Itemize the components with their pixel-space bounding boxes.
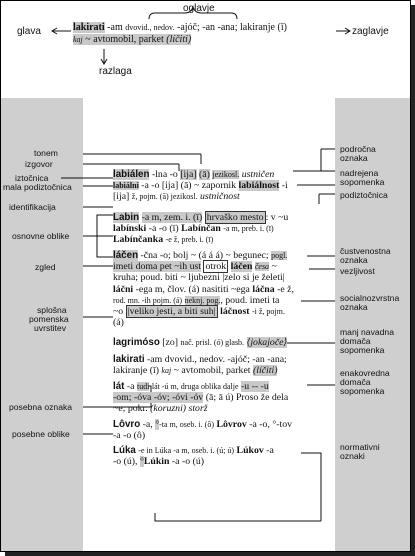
label-oglavje: oglavje <box>183 3 215 14</box>
entry-lacen: láčen -čna -o; bolj ~ (á á á) ~ begunec; pogl. imeti doma pet ~ih ust otrok láčen česa ~ kruha; poud. biti ~ ljubezni |zelo si je želeti| láčni -ega m, člov. (á) nasititi ~ega láčna -e ž, rod. mn. -ih pojm. (á) neknj. pog., poud. imeti ta ~o |veliko jesti, a biti suh| láčnost -i ž, pojm. (á) <box>113 250 294 329</box>
entry-luka: Lúka -e in Lúka -a m, oseb. i. (ú; ú) Lúkov -a -o (ú), °Lúkin -a -o (ú) <box>113 445 274 468</box>
label-zaglavje: zaglavje <box>352 26 389 37</box>
label-tonem: tonem <box>34 148 58 158</box>
top-headword: lakirati <box>73 22 105 33</box>
label-podiztocnica: podiztočnica <box>340 190 388 200</box>
label-normativni: normativni <box>340 442 380 452</box>
label-izgovor: izgovor <box>25 159 53 169</box>
top-entry-line-2: kaj ~ avtomobil, parket (líčiti) <box>73 34 192 45</box>
label-podrocna: področna <box>340 144 376 154</box>
entry-lakirati: lakirati -am dvovid., nedov. -ajóč; -an -ana; lakiranje (ī) kaj ~ avtomobil, parket (líčiti) <box>113 354 287 377</box>
label-socialnozvrstna: socialnozvrstna <box>340 293 400 303</box>
entry-lat: lát -a tudi lát -ú m, druga oblika dalje -u -- -u -om; -óva -óv; -óvi -óv (ā; ā ú) Proso že dela ~e; pokr. (koruzni) storž <box>113 381 289 415</box>
label-socialnozvrstna-2: oznaka <box>340 302 368 312</box>
entry-lagrimoso: lagrimóso [zo] nač. prisl. (ó) glasb. ⟨jokajoče⟩ <box>113 337 288 348</box>
label-manj-navadna-3: sopomenka <box>340 345 385 355</box>
label-podrocna-2: oznaka <box>340 153 368 163</box>
label-enakovredna-2: domača <box>340 377 371 387</box>
label-pomenska: pomenska <box>29 314 69 324</box>
label-posebna-oznaka: posebna oznaka <box>9 402 73 412</box>
label-glava: glava <box>17 26 41 37</box>
entry-lovro: Lôvro -a, °-ta m, oseb. i. (ô) Lôvrov -a -o, °-tov -a -o (ô) <box>113 419 293 442</box>
label-nadrejena: nadrejena <box>340 168 379 178</box>
label-mala: mala podiztočnica <box>3 182 72 192</box>
entry-labin: Labin -a m, zem. i. (ī) hrvaško mesto : v ~u labínski -a -o (ī) Labínčan -a m, preb. i. (ī) Labínčanka -e ž, preb. i. (ī) <box>113 212 289 246</box>
label-manj-navadna-2: domača <box>340 336 371 346</box>
label-uvrstitev: uvrstitev <box>34 323 66 333</box>
label-izto: iztočnica <box>15 173 49 183</box>
top-entry-line-1: lakirati -am dvovid., nedov. -ajóč; -an -ana; lakiranje (ī) <box>73 22 287 33</box>
label-posebne-oblike: posebne oblike <box>12 429 70 439</box>
label-enakovredna-3: sopomenka <box>340 386 385 396</box>
label-zgled: zgled <box>35 262 56 272</box>
label-enakovredna: enakovredna <box>340 368 390 378</box>
label-manj-navadna: manj navadna <box>340 327 394 337</box>
label-osnovne: osnovne oblike <box>12 231 70 241</box>
label-normativni-2: oznaki <box>340 451 365 461</box>
label-splosna: splošna <box>37 305 67 315</box>
label-razlaga: razlaga <box>99 66 132 77</box>
label-custvenostna-2: oznaka <box>340 255 368 265</box>
label-vezljivost: vezljivost <box>340 266 375 276</box>
entry-labialen: labiálen -lna -o [ija] (ā) jezikosl. ustničen labiálni -a -o [ija] (ā) ~ zapornik labiálnost -i [ija] ž, pojm. (ā) jezikosl. ustničnost <box>113 169 288 203</box>
label-ident: identifikacija <box>9 202 56 212</box>
label-nadrejena-2: sopomenka <box>340 177 385 187</box>
label-custvenostna: čustvenostna <box>340 246 391 256</box>
